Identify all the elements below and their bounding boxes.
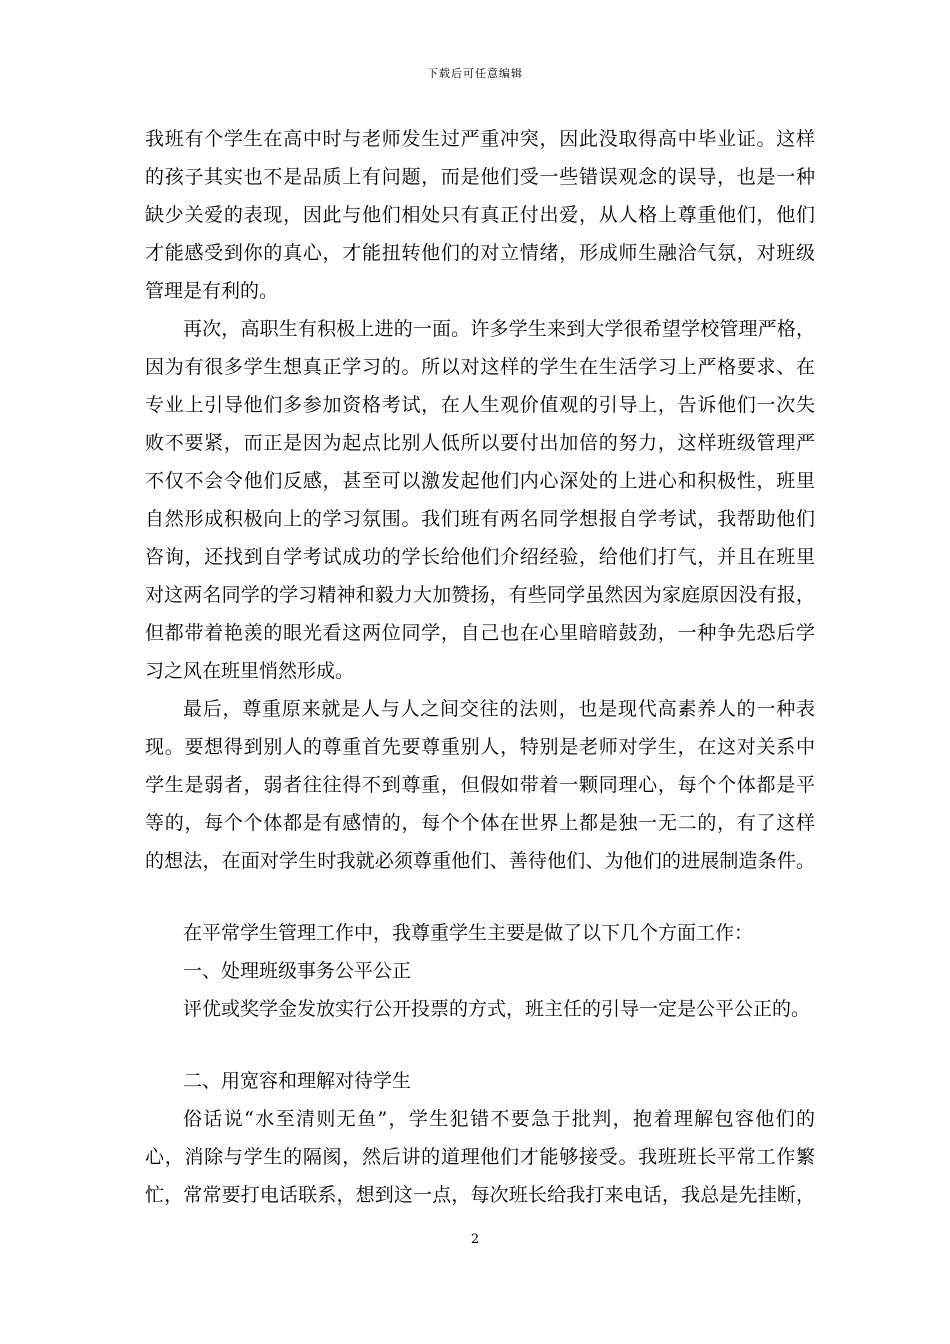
document-body	[145, 120, 815, 1214]
page-header: 下载后可任意编辑	[427, 67, 523, 80]
section-heading: 一、处理班级事务公平公正	[183, 960, 412, 982]
paragraph	[145, 120, 815, 310]
text-line: 的孩子其实也不是品质上有问题，而是他们受一些错误观念的误导，也是一种	[145, 166, 815, 188]
text-line: 才能感受到你的真心，才能扭转他们的对立情绪，形成师生融洽气氛，对班级	[145, 242, 815, 264]
text-line: 习之风在班里悄然形成。	[145, 660, 355, 682]
text-line: 管理是有利的。	[145, 280, 279, 302]
text-line: 现。要想得到别人的尊重首先要尊重别人，特别是老师对学生，在这对关系中	[145, 736, 815, 758]
text-line: 败不要紧，而正是因为起点比别人低所以要付出加倍的努力，这样班级管理严	[145, 432, 815, 454]
text-line: 再次，高职生有积极上进的一面。许多学生来到大学很希望学校管理严格，	[183, 318, 815, 340]
text-line: 缺少关爱的表现，因此与他们相处只有真正付出爱，从人格上尊重他们，他们	[145, 204, 815, 226]
text-line: 因为有很多学生想真正学习的。所以对这样的学生在生活学习上严格要求、在	[145, 356, 815, 378]
section-heading: 二、用宽容和理解对待学生	[183, 1070, 412, 1092]
intro-line: 在平常学生管理工作中，我尊重学生主要是做了以下几个方面工作：	[183, 922, 754, 944]
text-line: 咨询，还找到自学考试成功的学长给他们介绍经验，给他们打气，并且在班里	[145, 546, 815, 568]
text-line: 专业上引导他们多参加资格考试，在人生观价值观的引导上，告诉他们一次失	[145, 394, 815, 416]
paragraph	[145, 690, 815, 880]
text-line: 对这两名同学的学习精神和毅力大加赞扬，有些同学虽然因为家庭原因没有报，	[145, 584, 815, 606]
paragraph	[145, 1100, 815, 1214]
text-line: 我班有个学生在高中时与老师发生过严重冲突，因此没取得高中毕业证。这样	[145, 128, 815, 150]
text-line: 但都带着艳羡的眼光看这两位同学，自己也在心里暗暗鼓劲，一种争先恐后学	[145, 622, 815, 644]
text-line: 等的，每个个体都是有感情的，每个个体在世界上都是独一无二的，有了这样	[145, 812, 815, 834]
text-line: 最后，尊重原来就是人与人之间交往的法则，也是现代高素养人的一种表	[183, 698, 815, 720]
text-line: 不仅不会令他们反感，甚至可以激发起他们内心深处的上进心和积极性，班里	[145, 470, 815, 492]
text-line: 俗话说“水至清则无鱼”，学生犯错不要急于批判，抱着理解包容他们的	[183, 1108, 815, 1130]
text-line: 的想法，在面对学生时我就必须尊重他们、善待他们、为他们的进展制造条件。	[145, 850, 815, 872]
paragraph	[145, 310, 815, 690]
text-line: 心，消除与学生的隔阂，然后讲的道理他们才能够接受。我班班长平常工作繁	[145, 1146, 815, 1168]
text-line: 评优或奖学金发放实行公开投票的方式，班主任的引导一定是公平公正的。	[183, 998, 811, 1020]
page-number: 2	[470, 1232, 480, 1247]
text-line: 学生是弱者，弱者往往得不到尊重，但假如带着一颗同理心，每个个体都是平	[145, 774, 815, 796]
text-line: 忙，常常要打电话联系，想到这一点，每次班长给我打来电话，我总是先挂断，	[145, 1184, 815, 1206]
text-line: 自然形成积极向上的学习氛围。我们班有两名同学想报自学考试，我帮助他们	[145, 508, 815, 530]
